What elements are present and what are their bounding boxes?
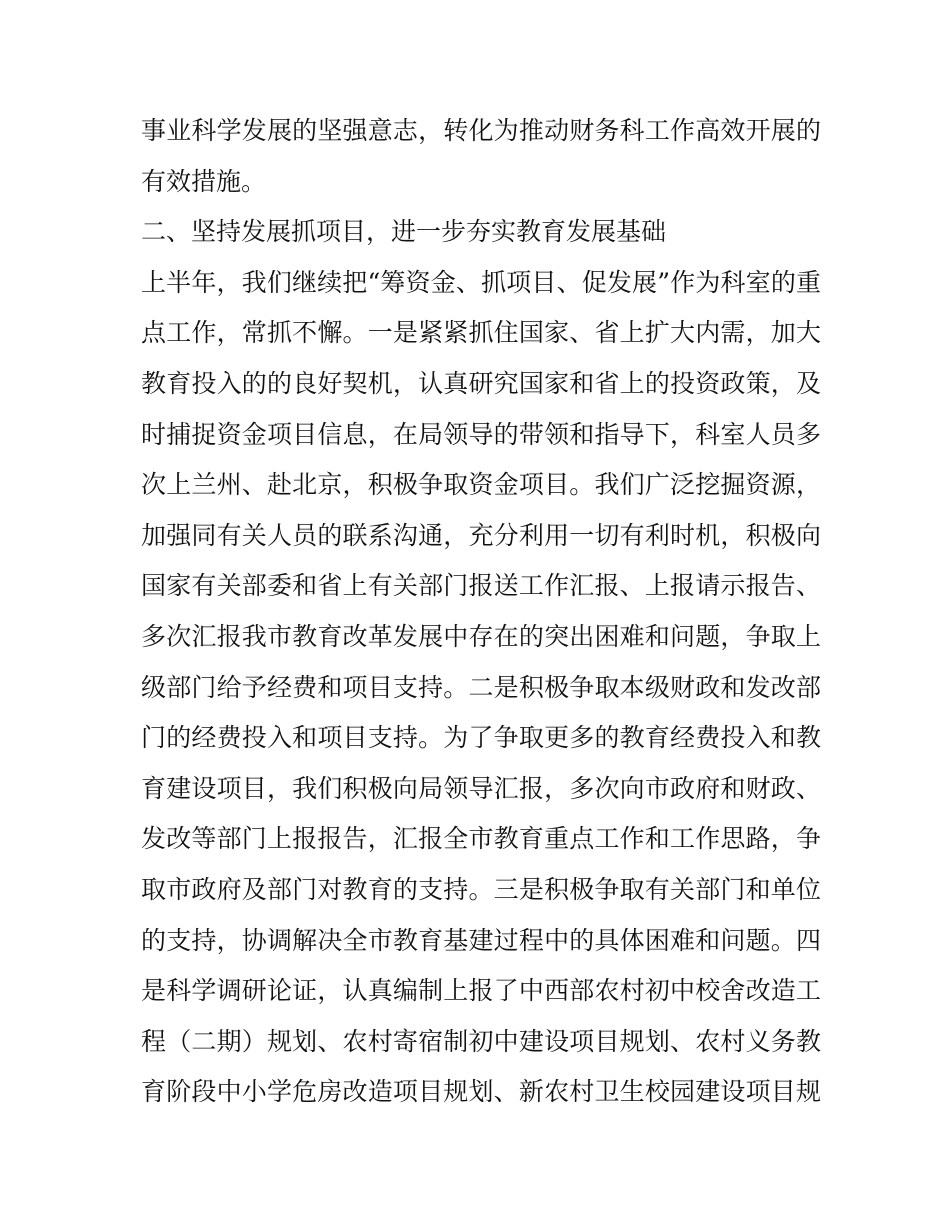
text-line-11: 多次汇报我市教育改革发展中存在的突出困难和问题，争取上 xyxy=(141,621,821,651)
text-line-16: 取市政府及部门对教育的支持。三是积极争取有关部门和单位 xyxy=(141,874,821,904)
text-line-20: 育阶段中小学危房改造项目规划、新农村卫生校园建设项目规 xyxy=(141,1077,821,1107)
text-line-14: 育建设项目，我们积极向局领导汇报，多次向市政府和财政、 xyxy=(141,773,821,803)
document-body xyxy=(141,106,821,1118)
text-line-6: 教育投入的的良好契机，认真研究国家和省上的投资政策，及 xyxy=(141,368,821,398)
text-line-15: 发改等部门上报报告，汇报全市教育重点工作和工作思路，争 xyxy=(141,824,821,854)
text-line-4: 上半年，我们继续把“筹资金、抓项目、促发展”作为科室的重 xyxy=(141,267,821,297)
text-line-2: 有效措施。 xyxy=(141,166,267,196)
text-line-17: 的支持，协调解决全市教育基建过程中的具体困难和问题。四 xyxy=(141,925,821,955)
section-heading: 二、坚持发展抓项目，进一步夯实教育发展基础 xyxy=(141,217,667,247)
text-line-10: 国家有关部委和省上有关部门报送工作汇报、上报请示报告、 xyxy=(141,571,821,601)
text-line-9: 加强同有关人员的联系沟通，充分利用一切有利时机，积极向 xyxy=(141,520,821,550)
text-line-1: 事业科学发展的坚强意志，转化为推动财务科工作高效开展的 xyxy=(141,116,821,145)
text-line-7: 时捕捉资金项目信息，在局领导的带领和指导下，科室人员多 xyxy=(141,419,821,449)
text-line-18: 是科学调研论证，认真编制上报了中西部农村初中校舍改造工 xyxy=(141,976,821,1006)
text-line-8: 次上兰州、赴北京，积极争取资金项目。我们广泛挖掘资源， xyxy=(141,470,821,500)
text-line-12: 级部门给予经费和项目支持。二是积极争取本级财政和发改部 xyxy=(141,672,821,702)
text-line-19: 程（二期）规划、农村寄宿制初中建设项目规划、农村义务教 xyxy=(141,1026,821,1056)
text-line-13: 门的经费投入和项目支持。为了争取更多的教育经费投入和教 xyxy=(141,723,821,753)
text-line-5: 点工作，常抓不懈。一是紧紧抓住国家、省上扩大内需，加大 xyxy=(141,318,821,348)
